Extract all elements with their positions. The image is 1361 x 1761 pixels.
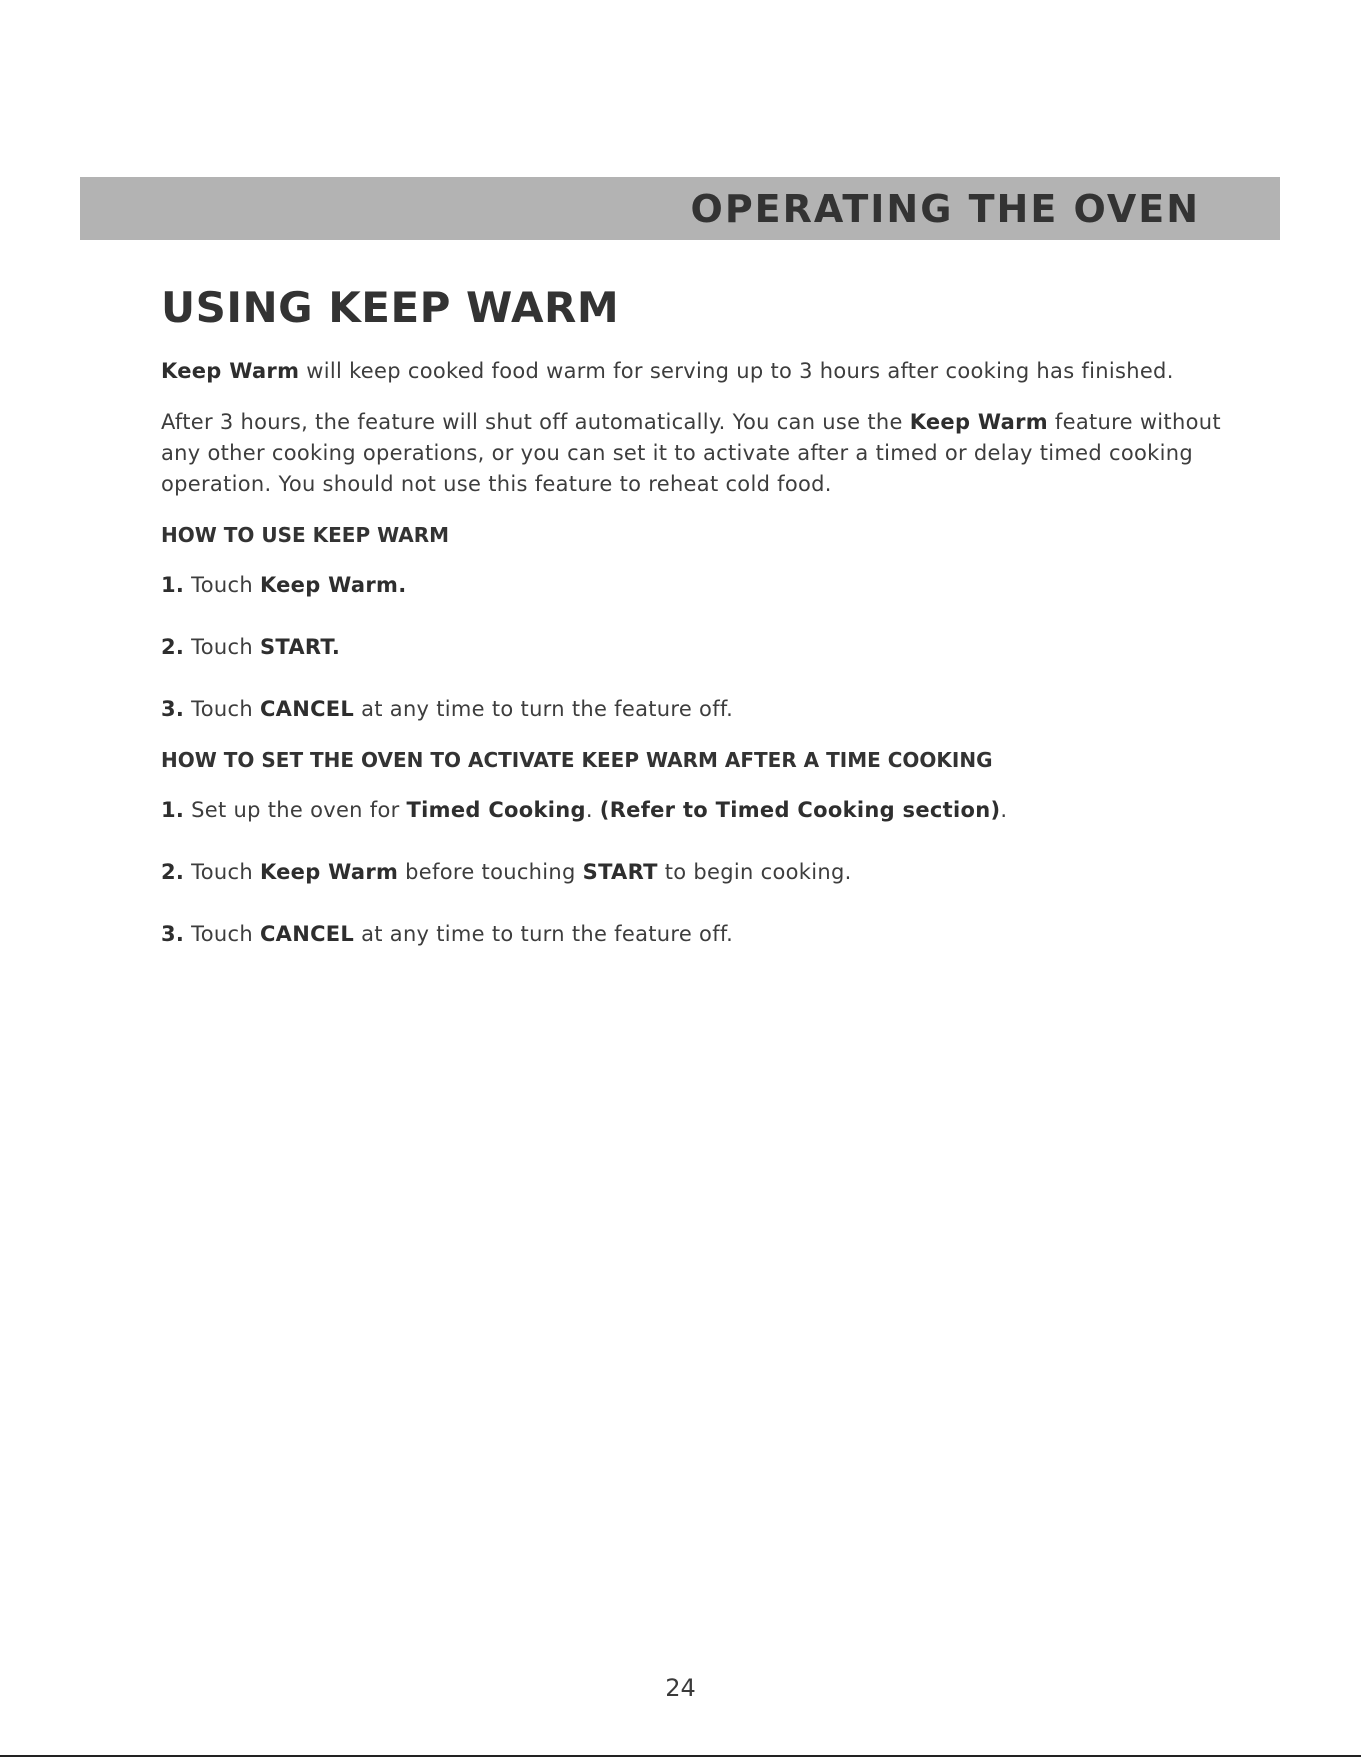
- step-item: [161, 857, 1221, 888]
- step-number: 2.: [161, 860, 185, 884]
- step-text: at any time to turn the feature off.: [354, 697, 734, 721]
- step-text: .: [1000, 798, 1008, 822]
- step-keyword: Keep Warm.: [259, 573, 407, 597]
- intro-text: After 3 hours, the feature will shut off automatically. You can use the: [161, 410, 910, 434]
- step-item: [161, 694, 1221, 725]
- step-text: at any time to turn the feature off.: [354, 922, 734, 946]
- step-text: Touch: [184, 697, 260, 721]
- section-header-band: [80, 177, 1280, 240]
- step-text: Touch: [184, 635, 260, 659]
- step-keyword: START: [582, 860, 658, 884]
- step-text: .: [585, 798, 600, 822]
- steps-list-how-to-use: [161, 570, 1221, 725]
- intro-paragraph-2: [161, 407, 1221, 500]
- step-number: 3.: [161, 697, 185, 721]
- keep-warm-term: Keep Warm: [909, 410, 1048, 434]
- step-text: to begin cooking.: [657, 860, 852, 884]
- section-header-title: OPERATING THE OVEN: [690, 187, 1200, 231]
- keep-warm-term: Keep Warm: [161, 359, 300, 383]
- step-item: [161, 632, 1221, 663]
- section-heading-how-to-use: HOW TO USE KEEP WARM: [161, 523, 450, 547]
- step-text: Touch: [184, 573, 260, 597]
- step-number: 1.: [161, 798, 185, 822]
- step-keyword: CANCEL: [259, 922, 355, 946]
- step-item: [161, 570, 1221, 601]
- footer-divider: [0, 1755, 1361, 1757]
- step-number: 3.: [161, 922, 185, 946]
- page-number: 24: [665, 1674, 696, 1702]
- page-title: USING KEEP WARM: [161, 283, 620, 332]
- section-heading-activate-after-timed: HOW TO SET THE OVEN TO ACTIVATE KEEP WARM AFTER A TIME COOKING: [161, 748, 993, 772]
- step-item: [161, 919, 1221, 950]
- intro-paragraph-1: [161, 356, 1221, 387]
- step-keyword: Keep Warm: [259, 860, 399, 884]
- steps-list-activate-after-timed: [161, 795, 1221, 950]
- step-text: Set up the oven for: [184, 798, 407, 822]
- step-number: 1.: [161, 573, 185, 597]
- step-keyword: (Refer to Timed Cooking section): [599, 798, 1001, 822]
- step-keyword: CANCEL: [259, 697, 355, 721]
- step-text: Touch: [184, 860, 260, 884]
- step-text: before touching: [398, 860, 583, 884]
- step-keyword: START.: [259, 635, 341, 659]
- step-number: 2.: [161, 635, 185, 659]
- step-keyword: Timed Cooking: [406, 798, 586, 822]
- intro-text: will keep cooked food warm for serving up to 3 hours after cooking has finished.: [299, 359, 1174, 383]
- intro-text: feature without any other cooking operations, or you can set it to activate after a timed or delay timed cooking operation. You should not use this feature to reheat cold food.: [161, 410, 1221, 496]
- step-text: Touch: [184, 922, 260, 946]
- step-item: [161, 795, 1221, 826]
- page-content: [161, 283, 1221, 970]
